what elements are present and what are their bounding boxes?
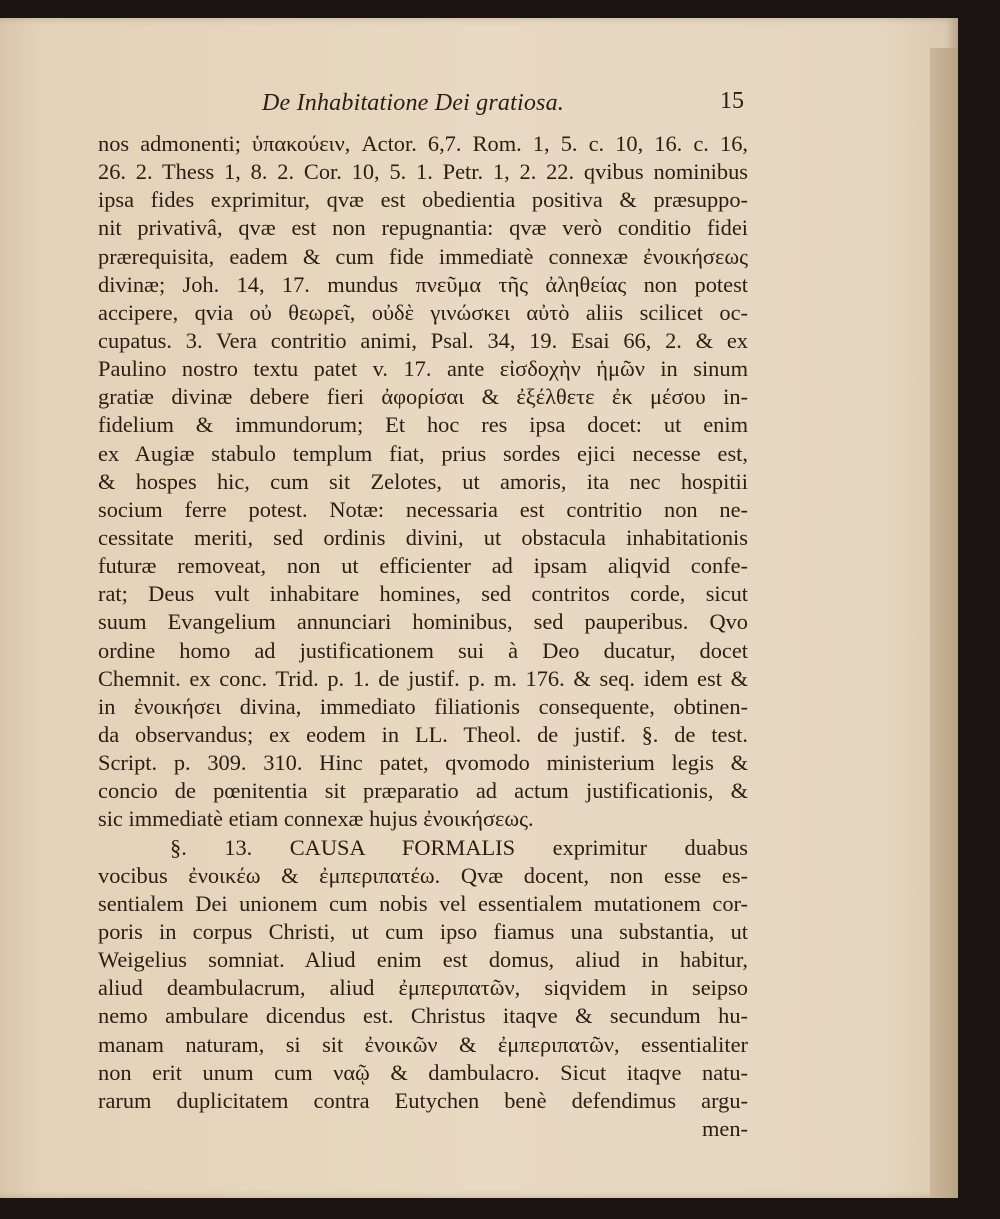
text-line: rat; Deus vult inhabitare homines, sed contritos corde, sicut [98,581,748,607]
text-line: futuræ removeat, non ut efficienter ad ipsam aliqvid confe- [98,553,748,579]
text-line: vocibus ἐνοικέω & ἐμπεριπατέω. Qvæ docent, non esse es- [98,862,748,888]
text-line: Paulino nostro textu patet v. 17. ante εἰσδοχὴν ἡμῶν in sinum [98,356,748,382]
text-line: ex Augiæ stabulo templum fiat, prius sordes ejici necesse est, [98,440,748,466]
text-line: rarum duplicitatem contra Eutychen benè defendimus argu- [98,1087,748,1113]
text-line: sic immediatè etiam connexæ hujus ἐνοικήσεως. [98,806,534,832]
text-line: manam naturam, si sit ἐνοικῶν & ἐμπεριπατῶν, essentialiter [98,1031,748,1057]
text-line: cupatus. 3. Vera contritio animi, Psal. 34, 19. Esai 66, 2. & ex [98,327,748,353]
text-line: sentialem Dei unionem cum nobis vel essentialem mutationem cor- [98,890,748,916]
running-title: De Inhabitatione Dei gratiosa. [262,90,564,116]
page-number: 15 [720,88,744,114]
page-edge [930,48,958,1198]
text-line: aliud deambulacrum, aliud ἐμπεριπατῶν, siqvidem in seipso [98,975,748,1001]
text-line: Chemnit. ex conc. Trid. p. 1. de justif. p. m. 176. & seq. idem est & [98,665,748,691]
text-line: non erit unum cum ναῷ & dambulacro. Sicut itaqve natu- [98,1059,748,1085]
text-line: nos admonenti; ὑπακούειν, Actor. 6,7. Rom. 1, 5. c. 10, 16. c. 16, [98,131,748,156]
text-line: nemo ambulare dicendus est. Christus itaqve & secundum hu- [98,1003,748,1029]
text-line: concio de pœnitentia sit præparatio ad actum justificationis, & [98,778,748,804]
text-line: cessitate meriti, sed ordinis divini, ut obstacula inhabitationis [98,524,748,550]
text-line: nit privativâ, qvæ est non repugnantia: qvæ verò conditio fidei [98,215,748,241]
text-line: ordine homo ad justificationem sui à Deo ducatur, docet [98,637,748,663]
text-line: socium ferre potest. Notæ: necessaria est contritio non ne- [98,496,748,522]
text-line: poris in corpus Christi, ut cum ipso fiamus una substantia, ut [98,918,748,944]
text-line: & hospes hic, cum sit Zelotes, ut amoris, ita nec hospitii [98,468,748,494]
text-line: gratiæ divinæ debere fieri ἀφορίσαι & ἐξέλθετε ἐκ μέσου in- [98,384,748,410]
book-page [0,18,958,1198]
body-text [98,130,748,1143]
section-heading-line: §. 13. CAUSA FORMALIS exprimitur duabus [170,834,748,860]
text-line: fidelium & immundorum; Et hoc res ipsa docet: ut enim [98,412,748,438]
text-line: da observandus; ex eodem in LL. Theol. de justif. §. de test. [98,721,748,747]
page-header [100,86,760,126]
text-line: ipsa fides exprimitur, qvæ est obedientia positiva & præsuppo- [98,187,748,213]
text-line: divinæ; Joh. 14, 17. mundus πνεῦμα τῆς ἀληθείας non potest [98,271,748,297]
text-line: suum Evangelium annunciari hominibus, sed pauperibus. Qvo [98,609,748,635]
text-line: accipere, qvia οὐ θεωρεῖ, οὐδὲ γινώσκει αὐτὸ aliis scilicet oc- [98,299,748,325]
text-line: prærequisita, eadem & cum fide immediatè connexæ ἐνοικήσεως [98,243,748,269]
text-line: Weigelius somniat. Aliud enim est domus, aliud in habitur, [98,947,748,973]
catchword: men- [701,1115,748,1141]
text-line: in ἐνοικήσει divina, immediato filiationis consequente, obtinen- [98,693,748,719]
text-line: 26. 2. Thess 1, 8. 2. Cor. 10, 5. 1. Petr. 1, 2. 22. qvibus nominibus [98,159,748,185]
text-line: Script. p. 309. 310. Hinc patet, qvomodo ministerium legis & [98,750,748,776]
